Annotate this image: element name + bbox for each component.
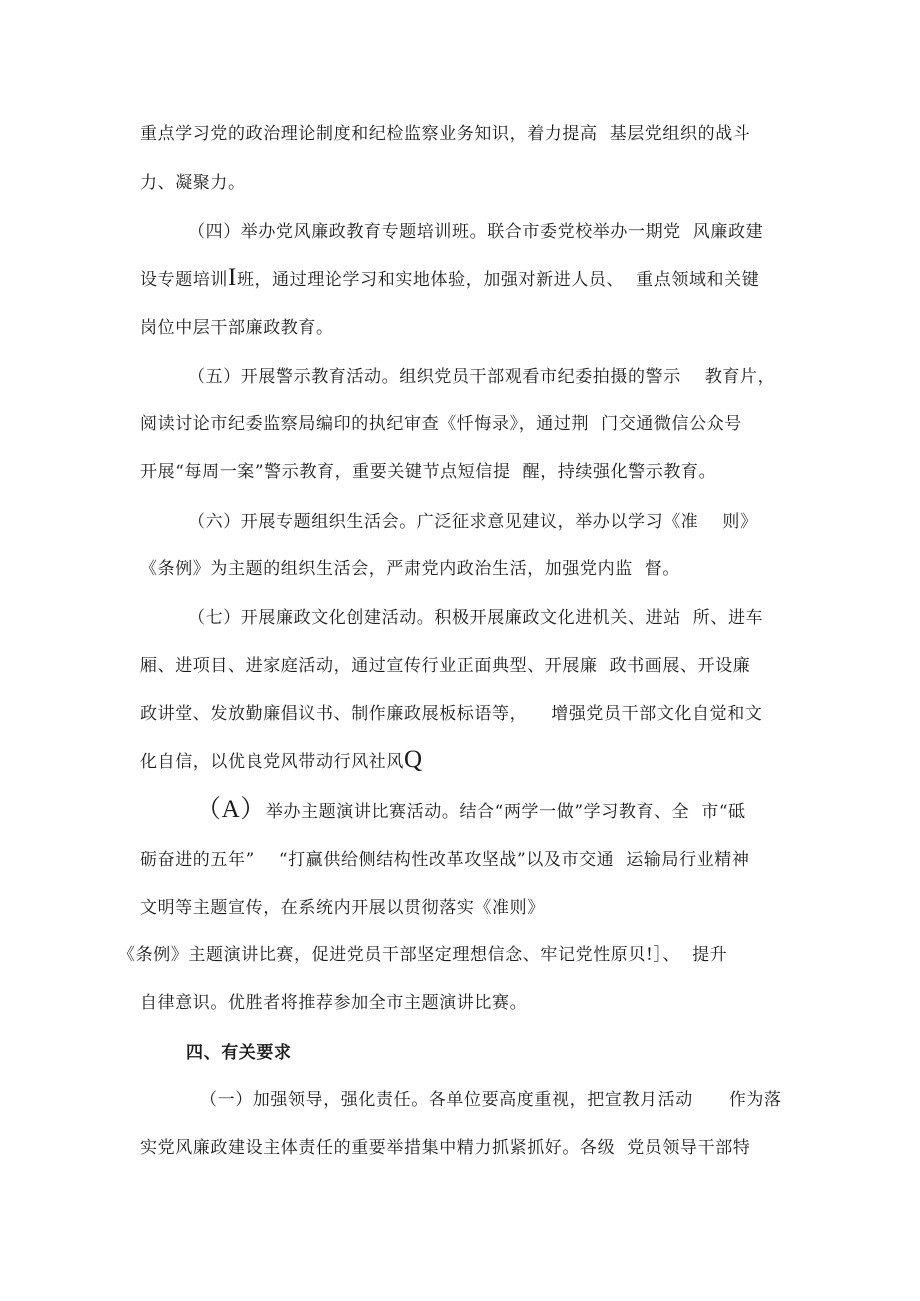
section-heading: 四、有关要求	[186, 1043, 292, 1063]
paragraph-line	[140, 748, 790, 774]
paragraph-line: （六）开展专题组织生活会。广泛征求意见建议，举办以学习《准 则》	[188, 512, 758, 532]
paragraph-line: （一）加强领导，强化责任。各单位要高度重视，把宣教月活动 作为落	[200, 1090, 782, 1110]
paragraph-line	[140, 266, 790, 292]
paragraph-line: 岗位中层干部廉政教育。	[140, 318, 334, 338]
ocr-artifact: Q	[404, 746, 423, 773]
text-run: 班，通过理论学习和实地体验，加强对新进人员、 重点领域和关键	[236, 270, 760, 290]
paragraph-line: 开展“每周一案”警示教育，重要关键节点短信提 醒，持续强化警示教育。	[140, 462, 717, 482]
ocr-artifact: （A）	[196, 796, 266, 823]
paragraph-line: 自律意识。优胜者将推荐参加全市主题演讲比赛。	[140, 993, 528, 1013]
paragraph-line: 重点学习党的政治理论制度和纪检监察业务知识，着力提高 基层党组织的战斗	[140, 124, 751, 144]
paragraph-line: （四）举办党风廉政教育专题培训班。联合市委党校举办一期党 风廉政建	[188, 222, 764, 242]
paragraph-line: （七）开展廉政文化创建活动。积极开展廉政文化进机关、进站 所、进车	[188, 608, 764, 628]
paragraph-line	[196, 798, 846, 824]
paragraph-line: 力、凝聚力。	[140, 173, 246, 193]
paragraph-line: 厢、进项目、进家庭活动，通过宣传行业正面典型、开展廉 政书画展、开设廉	[140, 656, 751, 676]
text-run: 化自信，以优良党风带动行风社风	[140, 752, 404, 772]
paragraph-line: 文明等主题宣传，在系统内开展以贯彻落实《准则》	[140, 898, 545, 918]
paragraph-line: 阅读讨论市纪委监察局编印的执纪审查《忏悔录》，通过荆 门交通微信公众号	[140, 414, 742, 434]
ocr-artifact: I	[228, 264, 237, 291]
text-run: 设专题培训	[140, 270, 228, 290]
text-run: 举办主题演讲比赛活动。结合“两学一做”学习教育、全 市“砥	[265, 802, 746, 822]
paragraph-line: 政讲堂、发放勤廉倡议书、制作廉政展板标语等， 增强党员干部文化自觉和文	[140, 704, 763, 724]
paragraph-line: 《条例》主题演讲比赛，促进党员干部坚定理想信念、牢记党性原贝!］、 提升	[118, 945, 728, 965]
paragraph-line: 《条例》为主题的组织生活会，严肃党内政治生活，加强党内监 督。	[140, 559, 681, 579]
paragraph-line: 砺奋进的五年” “打赢供给侧结构性改革攻坚战”以及市交通 运输局行业精神	[140, 850, 750, 870]
paragraph-line: （五）开展警示教育活动。组织党员干部观看市纪委拍摄的警示 教育片，	[188, 367, 776, 387]
paragraph-line: 实党风廉政建设主体责任的重要举措集中精力抓紧抓好。各级 党员领导干部特	[140, 1138, 751, 1158]
